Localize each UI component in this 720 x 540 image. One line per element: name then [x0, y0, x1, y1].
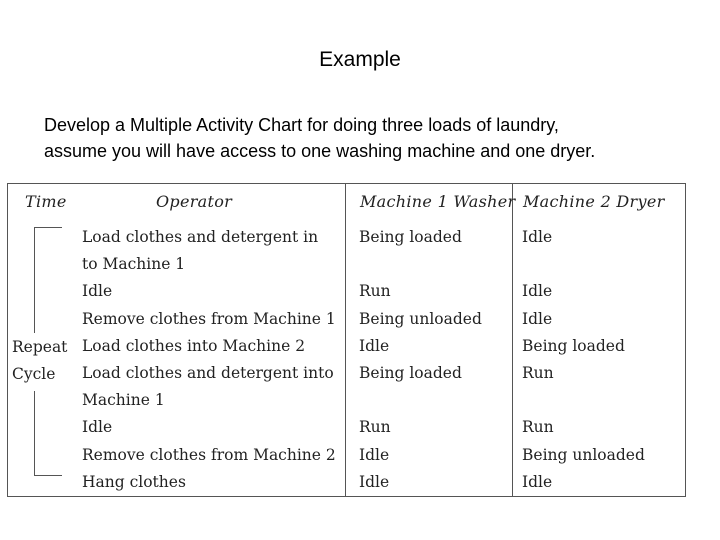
header-machine-2-dryer: Machine 2 Dryer	[523, 192, 665, 211]
operator-activity: Idle	[82, 418, 113, 437]
header-machine-1-washer: Machine 1 Washer	[360, 192, 516, 211]
bracket-bottom-cap	[34, 475, 62, 476]
machine-2-activity: Idle	[522, 472, 553, 491]
operator-activity: Hang clothes	[82, 472, 186, 491]
bracket-top-cap	[34, 227, 62, 228]
intro-line-1: Develop a Multiple Activity Chart for doing three loads of laundry,	[44, 115, 559, 135]
bracket-lower-line	[34, 391, 35, 475]
machine-1-activity: Idle	[359, 336, 390, 355]
machine-1-activity: Run	[359, 418, 391, 437]
machine-2-activity: Being unloaded	[522, 445, 645, 464]
multiple-activity-chart	[7, 183, 686, 497]
machine-1-activity: Being loaded	[359, 228, 462, 246]
machine-1-activity: Idle	[359, 445, 390, 464]
machine-2-activity: Idle	[522, 282, 553, 301]
slide-title: Example	[319, 48, 401, 71]
column-divider	[512, 184, 513, 496]
column-divider	[345, 184, 346, 496]
machine-2-activity: Idle	[522, 228, 553, 246]
header-time: Time	[25, 192, 67, 211]
machine-2-activity: Being loaded	[522, 336, 625, 355]
operator-activity: Load clothes into Machine 2	[82, 336, 306, 355]
operator-activity: Remove clothes from Machine 2	[82, 445, 336, 464]
machine-1-activity: Run	[359, 282, 391, 301]
machine-1-activity: Being loaded	[359, 364, 462, 382]
intro-text	[44, 112, 704, 164]
operator-activity: Load clothes and detergent into	[82, 364, 334, 382]
time-label-cycle: Cycle	[12, 365, 56, 383]
bracket-upper-line	[34, 227, 35, 333]
operator-activity: Remove clothes from Machine 1	[82, 309, 336, 328]
machine-2-activity: Run	[522, 418, 554, 437]
operator-activity: Machine 1	[82, 391, 165, 410]
operator-activity: to Machine 1	[82, 255, 186, 274]
operator-activity: Load clothes and detergent in	[82, 228, 319, 246]
time-label-repeat: Repeat	[12, 338, 68, 356]
header-operator: Operator	[156, 192, 233, 211]
intro-line-2: assume you will have access to one washing machine and one dryer.	[44, 141, 596, 161]
machine-2-activity: Idle	[522, 309, 553, 328]
machine-1-activity: Being unloaded	[359, 309, 482, 328]
operator-activity: Idle	[82, 282, 113, 301]
machine-1-activity: Idle	[359, 472, 390, 491]
machine-2-activity: Run	[522, 364, 554, 382]
